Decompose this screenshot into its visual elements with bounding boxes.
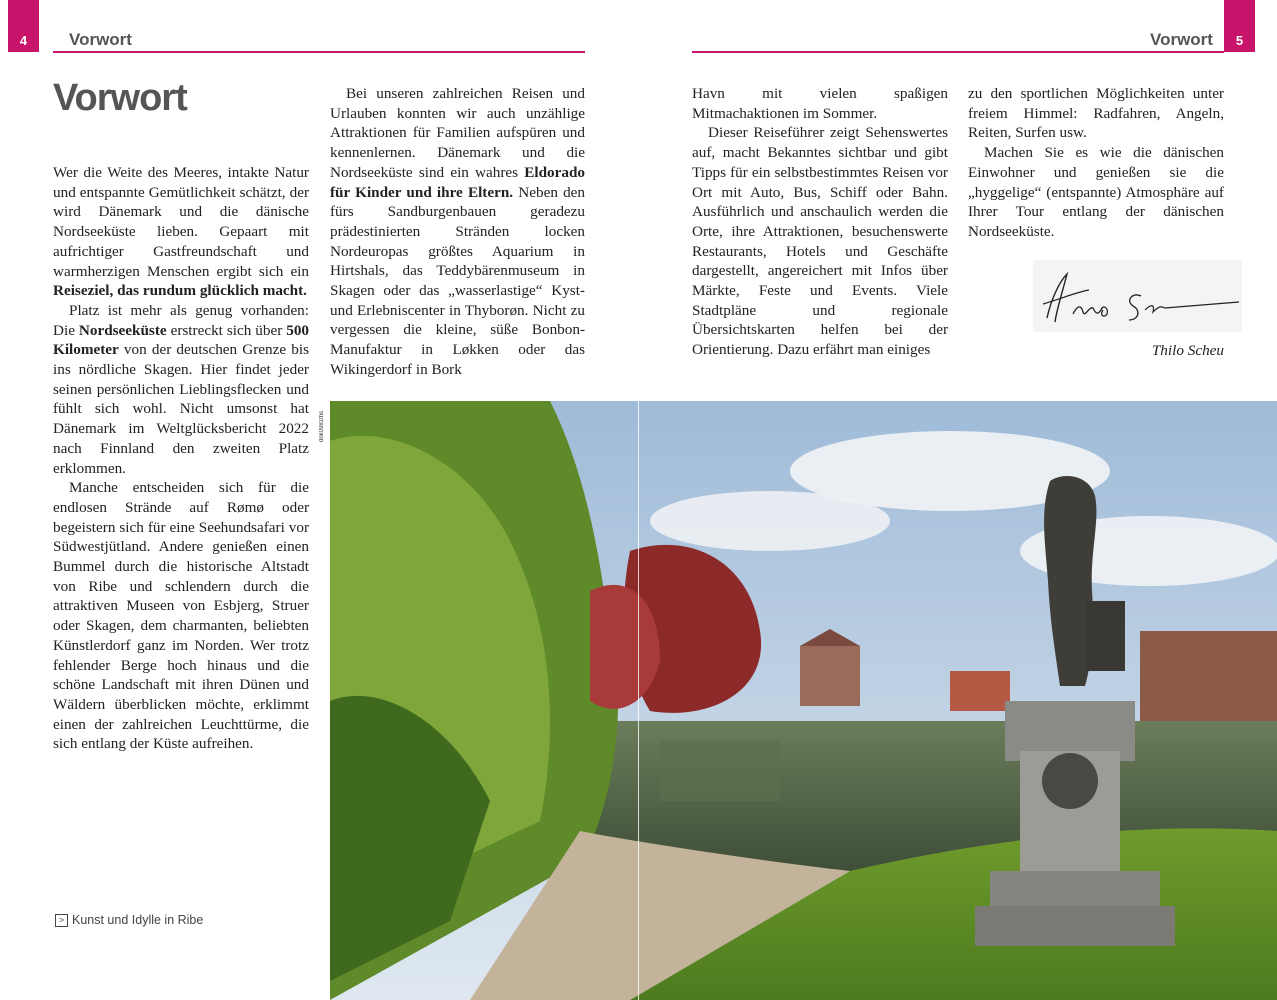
- right-page-number: 5: [1235, 33, 1244, 48]
- photo-credit: dnk0981ths: [319, 410, 325, 442]
- right-page-number-tab: [1224, 0, 1255, 52]
- page-title: Vorwort: [53, 77, 187, 119]
- left-running-title: Vorwort: [69, 30, 132, 49]
- left-header-rule: [53, 51, 585, 53]
- right-header-rule: [692, 51, 1224, 53]
- bold-text: Reiseziel, das rundum glücklich macht.: [53, 282, 307, 300]
- caption-arrow-icon: >: [55, 914, 68, 927]
- paragraph: Machen Sie es wie die dänischen Einwohner und genießen sie die „hyggelige“ (entspannte) Atmosphäre auf Ihrer Tour entlang der dänischen Nordseeküste.: [968, 144, 1224, 240]
- paragraph: Dieser Reiseführer zeigt Sehenswertes auf, macht Bekanntes sichtbar und gibt Tipps für ein selbstbestimmtes Reisen vor Ort mit Auto, Bus, Schiff oder Bahn. Ausführlich und anschaulich werden die Orte, ihre Attraktionen, besuchenswerte Restaurants, Hotels und Geschäfte dargestellt, angereichert mit Infos über Märkte, Feste und Events. Viele Stadtpläne und regionale Übersichtskarten helfen bei der Orientierung. Dazu erfährt man einiges: [692, 124, 948, 359]
- text: von der deutschen Grenze bis ins nördliche Skagen. Hier findet jeder seinen persönlichen Lieblingsflecken und fühlt sich wohl. Nicht umsonst hat Dänemark im Weltglücksbericht 2022 nach Finnland den zweiten Platz erklommen.: [53, 341, 309, 477]
- author-signature: [1033, 260, 1242, 332]
- bold-text: Eldorado für Kinder und ihre Eltern.: [330, 163, 585, 201]
- text: Bei unseren zahlreichen Reisen und Urlauben konnten wir auch unzählige Attraktionen für Familien aufspüren und kennenlernen. Dänemark und die Nordseeküste sind ein wahres: [330, 85, 585, 181]
- text-column-2: [330, 84, 585, 380]
- bold-text: Nordseeküste: [78, 321, 167, 339]
- left-page-number: 4: [19, 33, 28, 48]
- text-column-1: [53, 163, 309, 754]
- photo-caption: [55, 913, 203, 927]
- caption-text: Kunst und Idylle in Ribe: [72, 913, 204, 927]
- author-name: Thilo Scheu: [1151, 342, 1224, 359]
- author-block: [968, 341, 1224, 361]
- bold-text: 500 Kilometer: [53, 321, 309, 359]
- text: Wer die Weite des Meeres, intakte Natur und entspannte Gemütlichkeit schätzt, der wird Dänemark und die dänische Nordseeküste lieben. Gepaart mit aufrichtiger Gastfreundschaft und warmherzigen Menschen ergibt sich ein: [53, 164, 309, 280]
- paragraph: Manche entscheiden sich für die endlosen Strände auf Rømø oder begeistern sich für eine Seehundsafari vor Südwestjütland. Andere genießen einen Bummel durch die historische Altstadt von Ribe und schlendern durch die attraktiven Museen von Esbjerg, Struer oder Skagen, dem charmanten, beliebten Künstlerdorf ganz im Norden. Wer trotz fehlender Berge hoch hinaus und die schöne Landschaft mit ihren Dünen und Wäldern überblicken möchte, erklimmt einen der zahlreichen Leuchttürme, die sich entlang der Küste aufreihen.: [53, 479, 309, 753]
- text-column-3: [692, 84, 948, 360]
- photo-image: [330, 401, 1277, 1000]
- page-gutter-line: [638, 401, 639, 1000]
- ribe-park-photo: [330, 401, 1277, 1000]
- paragraph: zu den sportlichen Möglichkeiten unter freiem Himmel: Radfahren, Angeln, Reiten, Surfen usw.: [968, 85, 1224, 142]
- paragraph: [330, 84, 585, 380]
- paragraph: [53, 163, 309, 301]
- text-column-4: [968, 84, 1224, 279]
- text: Platz ist mehr als genug vorhanden: Die: [53, 301, 309, 339]
- right-running-title: Vorwort: [1150, 30, 1213, 49]
- left-page-number-tab: [8, 0, 39, 52]
- paragraph: [53, 301, 309, 478]
- text: Neben den fürs Sandburgenbauen geradezu prädestinierten Stränden locken Nordeuropas größtes Aquarium in Hirtshals, das Teddybärenmuseum in Skagen oder das „wasserlastige“ Kyst- und Erlebniscenter in Thyborøn. Nicht zu vergessen die kleine, süße Bonbon-Manufaktur in Løkken oder das Wikingerdorf in Bork: [330, 183, 585, 378]
- text: erstreckt sich über: [166, 321, 287, 339]
- paragraph: Havn mit vielen spaßigen Mitmachaktionen im Sommer.: [692, 85, 948, 122]
